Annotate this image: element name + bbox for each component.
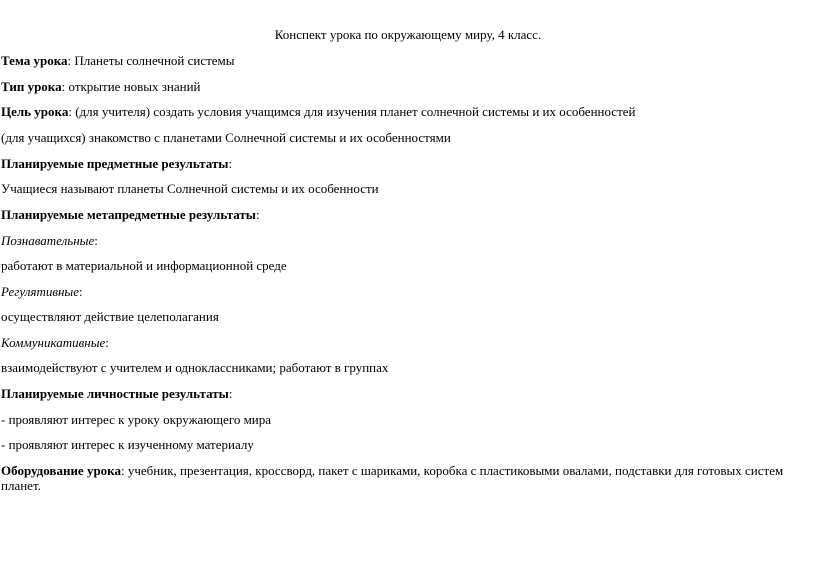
communicative-colon: : bbox=[105, 335, 109, 350]
communicative-label: Коммуникативные bbox=[1, 335, 106, 350]
personal-result-item: - проявляют интерес к уроку окружающего мира bbox=[1, 412, 272, 427]
cognitive-heading bbox=[1, 233, 98, 248]
personal-results-label: Планируемые личностные результаты bbox=[1, 386, 229, 401]
regulatory-label: Регулятивные bbox=[1, 284, 79, 299]
equipment-text: учебник, презентация, кроссворд, пакет с шариками, коробка с пластиковыми овалами, подставки для готовых систем планет. bbox=[1, 463, 784, 493]
subject-results-label: Планируемые предметные результаты bbox=[1, 156, 229, 171]
cognitive-colon: : bbox=[94, 233, 98, 248]
communicative-heading bbox=[1, 335, 109, 350]
topic-label: Тема урока bbox=[1, 53, 68, 68]
meta-results-label: Планируемые метапредметные результаты bbox=[1, 207, 256, 222]
communicative-text: взаимодействуют с учителем и одноклассниками; работают в группах bbox=[1, 360, 389, 375]
cognitive-label: Познавательные bbox=[1, 233, 95, 248]
goal-line bbox=[1, 104, 635, 119]
topic-sep: : bbox=[67, 53, 75, 68]
goal-students: (для учащихся) знакомство с планетами Солнечной системы и их особенностями bbox=[1, 130, 451, 145]
regulatory-heading bbox=[1, 284, 83, 299]
lesson-type-label: Тип урока bbox=[1, 79, 62, 94]
document-title: Конспект урока по окружающему миру, 4 класс. bbox=[274, 27, 542, 42]
lesson-type-sep: : bbox=[61, 79, 69, 94]
personal-results-colon: : bbox=[228, 386, 233, 401]
goal-sep: : bbox=[68, 104, 76, 119]
equipment-sep: : bbox=[120, 463, 128, 478]
topic-line bbox=[1, 53, 235, 68]
goal-label: Цель урока bbox=[1, 104, 69, 119]
goal-teacher: (для учителя) создать условия учащимся для изучения планет солнечной системы и их особенностей bbox=[75, 104, 636, 119]
personal-result-item: - проявляют интерес к изученному материалу bbox=[1, 437, 254, 452]
subject-results-heading bbox=[1, 156, 232, 171]
meta-results-heading bbox=[1, 207, 260, 222]
equipment-paragraph bbox=[1, 463, 816, 493]
topic-value: Планеты солнечной системы bbox=[74, 53, 235, 68]
personal-results-heading bbox=[1, 386, 232, 401]
regulatory-colon: : bbox=[79, 284, 83, 299]
subject-results-colon: : bbox=[228, 156, 233, 171]
regulatory-text: осуществляют действие целеполагания bbox=[1, 309, 219, 324]
meta-results-colon: : bbox=[255, 207, 260, 222]
cognitive-text: работают в материальной и информационной среде bbox=[1, 258, 287, 273]
subject-results-text: Учащиеся называют планеты Солнечной системы и их особенности bbox=[1, 181, 379, 196]
equipment-label: Оборудование урока bbox=[1, 463, 121, 478]
lesson-type-line bbox=[1, 79, 201, 94]
lesson-type-value: открытие новых знаний bbox=[68, 79, 201, 94]
